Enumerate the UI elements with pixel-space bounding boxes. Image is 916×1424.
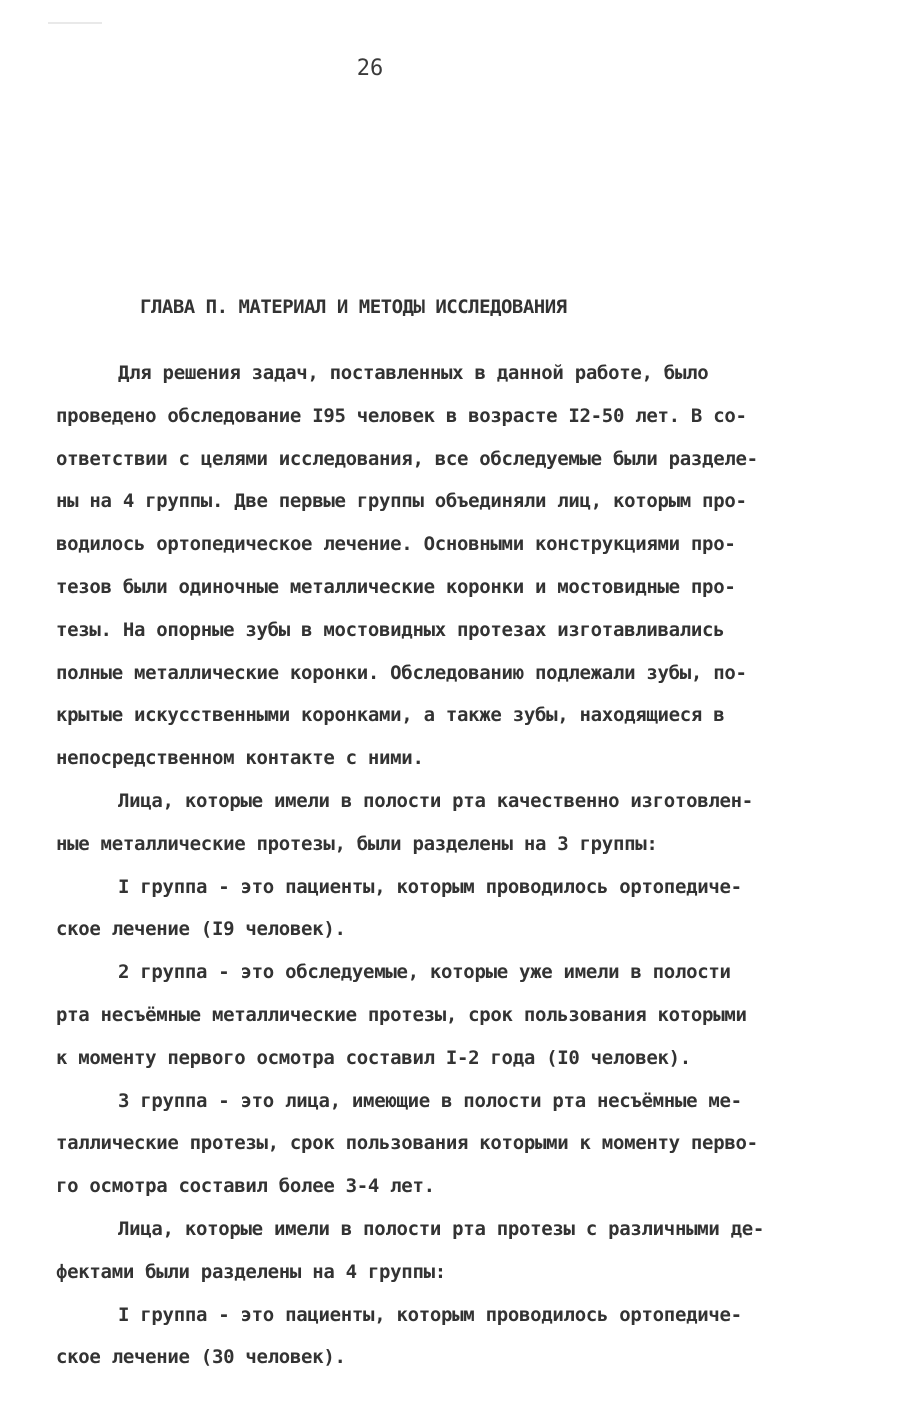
text-line: Лица, которые имели в полости рта протезы с различными де-	[118, 1218, 765, 1240]
text-line: го осмотра составил более 3-4 лет.	[56, 1175, 435, 1198]
text-line: водилось ортопедическое лечение. Основными конструкциями про-	[56, 533, 736, 556]
text-line: Для решения задач, поставленных в данной работе, было	[118, 362, 709, 384]
text-line: 3 группа - это лица, имеющие в полости рта несъёмные ме-	[118, 1089, 742, 1112]
chapter-title: ГЛАВА П. МАТЕРИАЛ И МЕТОДЫ ИССЛЕДОВАНИЯ	[140, 296, 567, 318]
text-line: ское лечение (30 человек).	[56, 1346, 346, 1369]
text-line: ны на 4 группы. Две первые группы объединяли лиц, которым про-	[56, 490, 747, 513]
text-line: ское лечение (I9 человек).	[56, 918, 346, 941]
text-line: I группа - это пациенты, которым проводилось ортопедиче-	[118, 1303, 742, 1326]
text-line: непосредственном контакте с ними.	[56, 747, 424, 770]
text-line: таллические протезы, срок пользования которыми к моменту перво-	[56, 1132, 758, 1155]
text-line: ответствии с целями исследования, все обследуемые были разделе-	[56, 447, 758, 470]
text-line: проведено обследование I95 человек в возрасте I2-50 лет. В со-	[56, 404, 747, 427]
text-line: 2 группа - это обследуемые, которые уже имели в полости	[118, 961, 731, 984]
text-line: Лица, которые имели в полости рта качественно изготовлен-	[118, 790, 753, 812]
text-line: фектами были разделены на 4 группы:	[56, 1260, 446, 1283]
page-number: 26	[356, 56, 384, 81]
text-line: полные металлические коронки. Обследованию подлежали зубы, по-	[56, 661, 747, 684]
text-line: тезы. На опорные зубы в мостовидных протезах изготавливались	[56, 618, 725, 641]
text-line: к моменту первого осмотра составил I-2 года (I0 человек).	[56, 1046, 691, 1069]
text-line: тезов были одиночные металлические коронки и мостовидные про-	[56, 576, 736, 598]
text-line: крытые искусственными коронками, а также зубы, находящиеся в	[56, 704, 725, 727]
text-line: рта несъёмные металлические протезы, срок пользования которыми	[56, 1004, 747, 1026]
text-line: ные металлические протезы, были разделены на 3 группы:	[56, 832, 658, 855]
text-line: I группа - это пациенты, которым проводилось ортопедиче-	[118, 875, 742, 898]
scan-mark	[48, 22, 102, 24]
